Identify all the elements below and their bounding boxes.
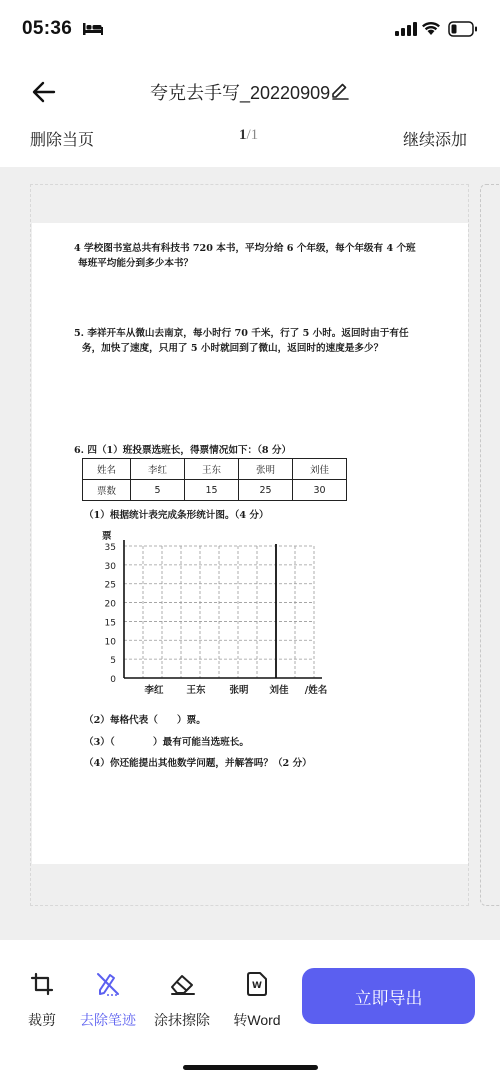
table-cell: 30 (293, 480, 347, 501)
question-6-title: 6. 四（1）班投票选班长，得票情况如下：（8 分） (74, 445, 292, 456)
y-tick-label: 30 (104, 561, 116, 572)
question-6-part-2: （2）每格代表（ ）票。 (84, 715, 206, 726)
table-cell: 15 (185, 480, 239, 501)
to-word-tool[interactable] (227, 970, 287, 1030)
page-current: 1 (239, 127, 247, 143)
smear-erase-tool[interactable] (152, 970, 212, 1030)
question-4-line-2: 每班平均能分到多少本书？ (78, 258, 194, 269)
y-tick-label: 5 (110, 656, 116, 667)
table-cell: 张明 (239, 459, 293, 480)
next-page-frame[interactable] (480, 184, 500, 906)
y-tick-label: 35 (104, 543, 116, 553)
y-tick-label: 10 (104, 637, 116, 648)
status-bar (0, 0, 500, 60)
wifi-icon (421, 20, 441, 36)
bar-chart-grid (96, 528, 346, 700)
table-cell: 李红 (131, 459, 185, 480)
bottom-toolbar (0, 952, 500, 1082)
back-arrow-icon[interactable] (30, 78, 58, 106)
home-indicator (183, 1065, 318, 1070)
cellular-signal-icon (395, 22, 417, 36)
question-5-line-2: 务，加快了速度，只用了 5 小时就回到了微山，返回时的速度是多少？ (82, 343, 384, 354)
table-cell: 5 (131, 480, 185, 501)
eraser-icon (168, 972, 196, 996)
y-axis-label: 票 (102, 531, 112, 542)
x-category-label: 李红 (144, 685, 164, 696)
sleep-mode-icon (83, 22, 103, 36)
page-indicator (239, 127, 258, 144)
page-total: /1 (246, 127, 259, 143)
pen-strike-icon (95, 971, 121, 997)
votes-table (82, 458, 347, 501)
question-6-part-4: （4）你还能提出其他数学问题，并解答吗？（2 分） (84, 758, 312, 769)
x-axis-label: /姓名 (304, 685, 328, 696)
smear-erase-label: 涂抹擦除 (154, 1012, 210, 1028)
status-time: 05:36 (22, 18, 73, 39)
continue-add-button[interactable]: 继续添加 (403, 132, 468, 149)
x-category-label: 王东 (186, 685, 206, 696)
table-cell: 票数 (83, 480, 131, 501)
crop-tool[interactable] (12, 970, 72, 1030)
y-tick-label: 20 (104, 599, 116, 610)
export-button[interactable]: 立即导出 (302, 968, 475, 1024)
table-cell: 25 (239, 480, 293, 501)
question-4-line-1: 4 学校图书室总共有科技书 720 本书，平均分给 6 个年级，每个年级有 4 个班 (74, 243, 416, 254)
table-cell: 王东 (185, 459, 239, 480)
question-6-part-1: （1）根据统计表完成条形统计图。（4 分） (84, 510, 269, 521)
y-tick-label: 25 (104, 580, 116, 591)
crop-label: 裁剪 (28, 1012, 56, 1028)
battery-icon (448, 21, 478, 37)
question-4 (74, 241, 464, 271)
svg-text:W: W (252, 981, 262, 991)
table-cell: 姓名 (83, 459, 131, 480)
word-file-icon (246, 971, 268, 997)
question-6-part-3: （3）（ ）最有可能当选班长。 (84, 737, 249, 748)
remove-handwriting-label: 去除笔迹 (80, 1012, 136, 1028)
table-row (83, 480, 347, 501)
y-tick-label: 0 (110, 675, 116, 685)
to-word-label: 转Word (233, 1012, 281, 1028)
table-cell: 刘佳 (293, 459, 347, 480)
y-tick-label: 15 (104, 618, 116, 629)
x-category-label: 刘佳 (269, 685, 289, 696)
remove-handwriting-tool[interactable] (78, 970, 138, 1030)
crop-icon (30, 972, 54, 996)
x-category-label: 张明 (229, 685, 249, 696)
table-row (83, 459, 347, 480)
question-5-line-1: 5. 李祥开车从微山去南京，每小时行 70 千米，行了 5 小时。返回时由于有任 (74, 328, 409, 339)
question-5 (74, 326, 464, 356)
delete-page-button[interactable]: 删除当页 (30, 132, 95, 149)
document-title: 夸克去手写_20220909 (150, 83, 331, 103)
edit-title-icon[interactable] (330, 80, 350, 100)
